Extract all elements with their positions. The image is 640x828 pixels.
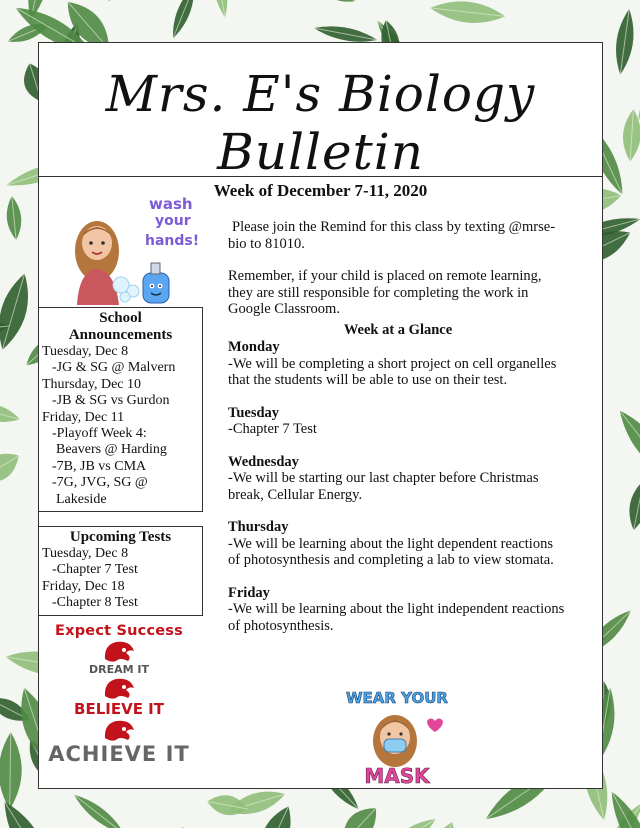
day-name: Friday [228,584,270,601]
leaf-shape [625,478,640,532]
week-heading: Week of December 7-11, 2020 [213,181,428,200]
wash-hands-bitmoji [63,193,203,305]
announcements-title-line2: Announcements [68,327,173,343]
day-name: Thursday [228,519,289,535]
day-name: Tuesday [228,404,280,421]
leaf-shape [612,404,640,484]
leaf-shape [0,445,25,490]
wear-mask-bitmoji [339,683,455,787]
masthead [39,43,602,181]
mascot-head-icon [102,639,136,663]
motto-achieve-it: ACHIEVE IT [48,742,190,766]
announcement-line: Thursday, Dec 10 [42,376,142,392]
leaf-shape [429,0,507,27]
mascot-head-icon [102,718,136,742]
announcement-line: Lakeside [56,491,107,507]
day-text: -We will be completing a short project on cell organelles that the students will be able to use on their test. [228,355,557,388]
announcement-line: Tuesday, Dec 8 [42,344,129,359]
remote-learning-paragraph: Remember, if your child is placed on remote learning, they are still responsible for completing the work in Google Classroom. [228,268,542,317]
announcement-line: Beavers @ Harding [56,442,167,458]
wash-label: wash [149,195,193,213]
leaf-shape [70,790,129,828]
test-line: Tuesday, Dec 8 [42,546,129,561]
day-text: -We will be learning about the light dependent reactions of photosynthesis and completing a lab to view stomata. [228,535,554,568]
announcement-line: -7G, JVG, SG @ [52,475,148,491]
day-text: -Chapter 7 Test [228,421,317,437]
test-line: Friday, Dec 18 [42,578,125,594]
day-text: -We will be learning about the light independent reactions of photosynthesis. [228,601,565,634]
mask-label: MASK [364,764,430,787]
announcement-line: -JG & SG @ Malvern [52,360,176,376]
leaf-shape [334,800,385,828]
bulletin-page [38,42,603,789]
tests-title: Upcoming Tests [69,529,172,545]
announcement-line: -JB & SG vs Gurdon [52,393,170,409]
hands-label: hands! [145,233,200,249]
your-label: your [155,213,191,229]
leaf-shape [311,0,361,10]
test-line: -Chapter 7 Test [52,562,138,578]
day-thursday [228,519,568,569]
day-tuesday [228,405,568,438]
upcoming-tests-box [38,526,203,616]
announcements-title [42,310,199,344]
day-text: -We will be starting our last chapter before Christmas break, Cellular Energy. [228,470,539,503]
leaf-shape [603,787,640,828]
leaf-shape [0,732,22,810]
announcements-list [42,344,199,508]
leaf-shape [167,0,200,41]
tests-list [42,546,199,612]
week-at-a-glance-heading: Week at a Glance [343,321,453,338]
day-monday [228,339,568,389]
day-name: Monday [228,339,280,355]
leaf-vein [108,0,145,2]
announcements-title-line1: School [99,310,142,326]
announcement-line: Friday, Dec 11 [42,409,125,425]
day-wednesday [228,454,568,504]
day-friday [228,585,568,635]
motto-dream-it: DREAM IT [88,663,149,676]
mascot-head-icon [102,676,136,700]
leaf-shape [174,822,213,828]
expect-success-graphic [39,623,199,766]
leaf-shape [382,813,440,828]
leaf-shape [0,398,22,427]
announcement-line: -7B, JB vs CMA [52,458,147,474]
main-column [228,219,568,650]
day-name: Wednesday [228,453,299,470]
school-announcements-box [38,307,203,512]
remind-paragraph: Please join the Remind for this class by texting @mrse-bio to 81010. [228,219,556,252]
bulletin-title: Mrs. E's Biology Bulletin [105,65,536,181]
leaf-shape [208,0,231,19]
test-line: -Chapter 8 Test [52,595,138,611]
motto-believe-it: BELIEVE IT [74,700,164,718]
motto-expect-success: Expect Success [55,623,183,639]
announcement-line: -Playoff Week 4: [52,426,147,442]
wear-your-label: WEAR YOUR [346,689,448,707]
